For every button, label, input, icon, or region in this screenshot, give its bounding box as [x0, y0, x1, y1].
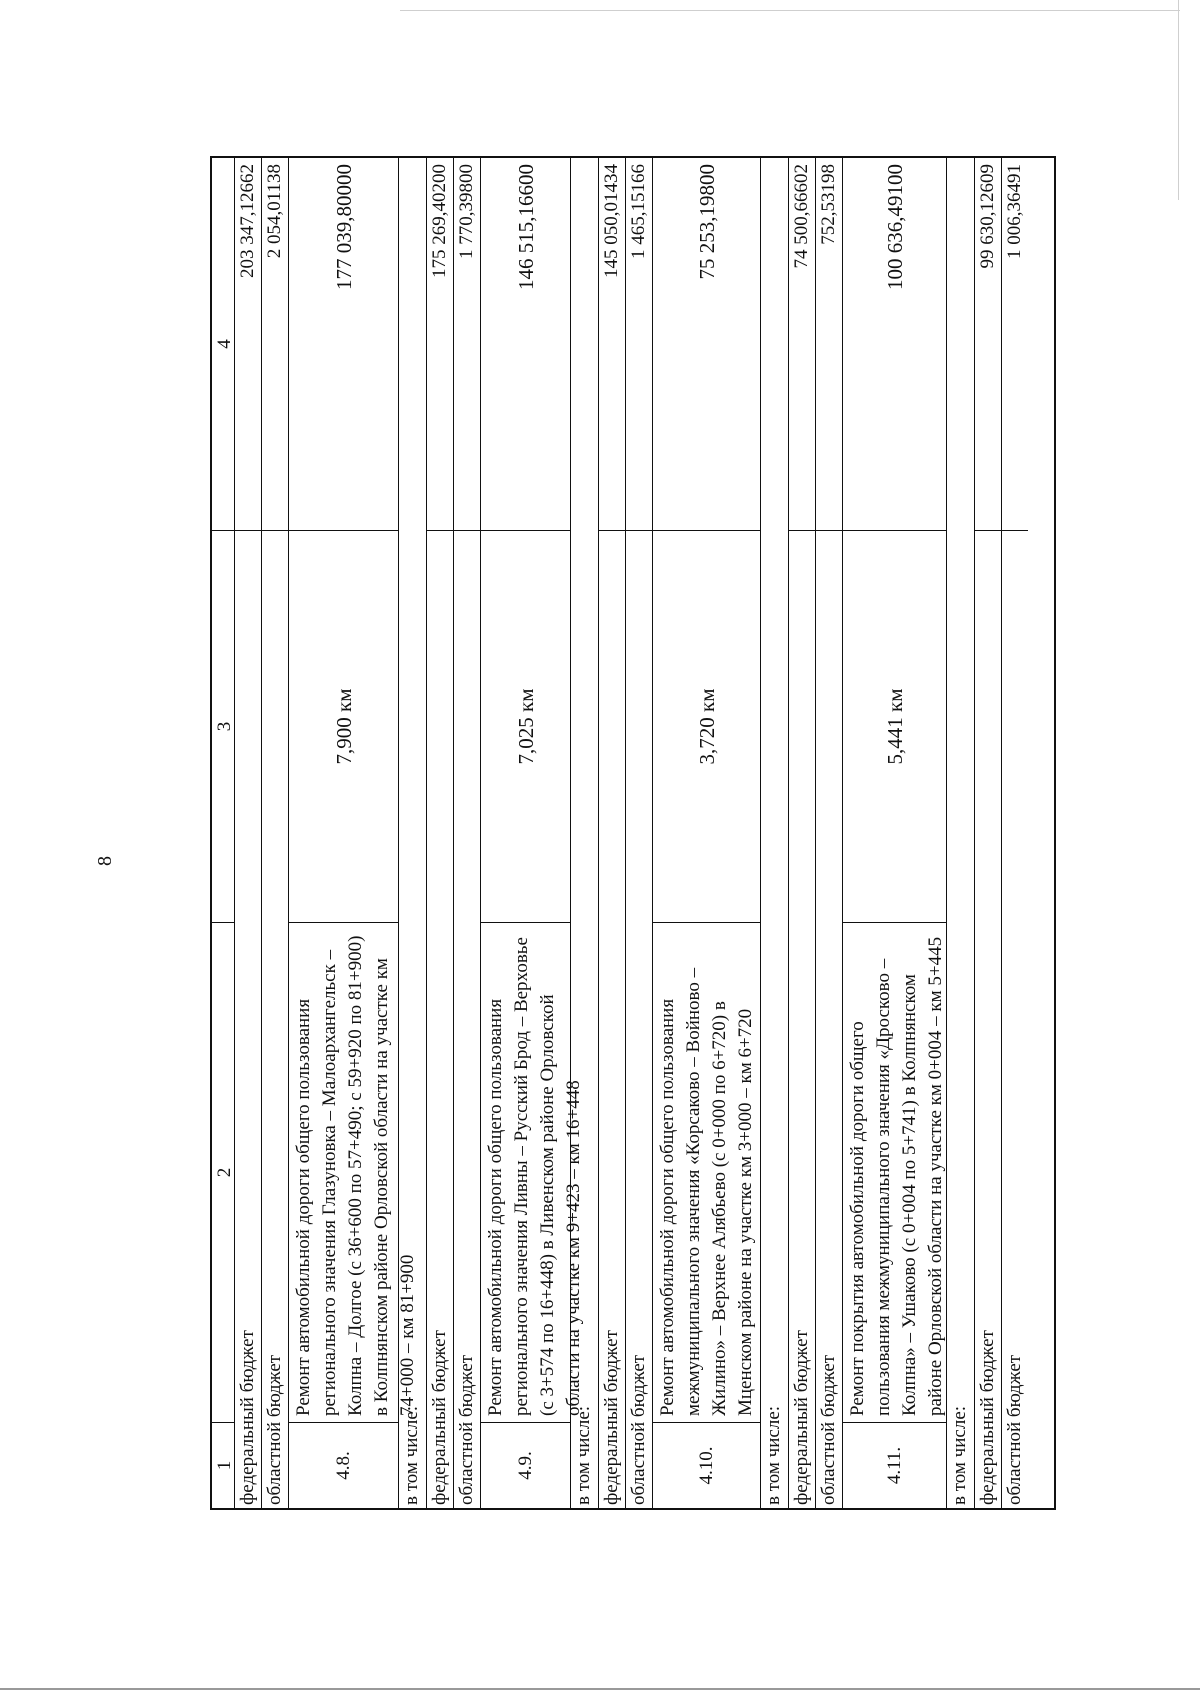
table-row: [234, 158, 261, 1508]
header-col-1: 1: [214, 1460, 235, 1471]
scan-edge-bottom: [0, 1688, 1200, 1690]
regional-value: 1 006,36491: [1002, 158, 1028, 531]
item-number: 4.10.: [695, 1446, 717, 1485]
item-number: 4.11.: [883, 1446, 905, 1485]
item-number: 4.9.: [514, 1451, 536, 1480]
table-row: [625, 158, 652, 1508]
table-row: [398, 158, 426, 1508]
item-total: 100 636,49100: [843, 158, 946, 531]
federal-value: 175 269,40200: [427, 158, 453, 531]
item-description: Ремонт автомобильной дороги общего пользования регионального значения Ливны – Русский Брод – Верховье (с 3+574 по 16+448) в Ливенском районе Орловской области на участке км 9+423 – км 16+448: [481, 923, 570, 1423]
item-length: 3,720 км: [653, 531, 760, 923]
table-row: [261, 158, 288, 1508]
item-length: 7,025 км: [481, 531, 570, 923]
header-col-3: 3: [212, 531, 234, 923]
including-label: в том числе:: [401, 1405, 422, 1505]
regional-label: областной бюджет: [264, 1354, 285, 1505]
including-label: в том числе:: [573, 1405, 594, 1505]
regional-value: 2 054,01138: [262, 158, 288, 531]
table-row: [570, 158, 598, 1508]
table-row: [598, 158, 625, 1508]
item-number: 4.8.: [332, 1451, 354, 1480]
regional-value: 752,53198: [816, 158, 842, 531]
federal-value: 145 050,01434: [599, 158, 625, 531]
table-row: [974, 158, 1001, 1508]
federal-value: 74 500,66602: [789, 158, 815, 531]
table-header-row: [212, 158, 234, 1508]
table-row: [1001, 158, 1028, 1508]
table-row: [652, 158, 760, 1508]
regional-label: областной бюджет: [1004, 1354, 1025, 1505]
table-row: [760, 158, 788, 1508]
table-row: [426, 158, 453, 1508]
federal-label: федеральный бюджет: [791, 1330, 812, 1505]
table-row: [842, 158, 946, 1508]
including-label: в том числе:: [949, 1405, 970, 1505]
federal-label: федеральный бюджет: [601, 1330, 622, 1505]
federal-value: 99 630,12609: [975, 158, 1001, 531]
item-total: 146 515,16600: [481, 158, 570, 531]
including-label: в том числе:: [763, 1405, 784, 1505]
scan-edge-right: [1178, 0, 1179, 200]
regional-value: 1 465,15166: [626, 158, 652, 531]
table-row: [788, 158, 815, 1508]
federal-label: федеральный бюджет: [977, 1330, 998, 1505]
header-col-4: 4: [212, 158, 234, 531]
federal-label: федеральный бюджет: [237, 1330, 258, 1505]
page-number: 8: [94, 856, 116, 866]
budget-table: [210, 156, 1056, 1510]
regional-label: областной бюджет: [818, 1354, 839, 1505]
item-total: 75 253,19800: [653, 158, 760, 531]
header-col-2: 2: [212, 923, 234, 1423]
regional-label: областной бюджет: [456, 1354, 477, 1505]
item-length: 5,441 км: [843, 531, 946, 923]
table-row: [815, 158, 842, 1508]
scan-edge-top: [400, 10, 1180, 11]
regional-label: областной бюджет: [628, 1354, 649, 1505]
table-row: [453, 158, 480, 1508]
item-description: Ремонт автомобильной дороги общего пользования регионального значения Глазуновка – Малоархангельск – Колпна – Долгое (с 36+600 по 57+490; с 59+920 по 81+900) в Колпнянском районе Орловской области на участке км 74+000 – км 81+900: [289, 923, 398, 1423]
item-total: 177 039,80000: [289, 158, 398, 531]
item-length: 7,900 км: [289, 531, 398, 923]
item-description: Ремонт покрытия автомобильной дороги общего пользования межмуниципального значения «Дросково – Колпна» – Ушаково (с 0+004 по 5+741) в Колпнянском районе Орловской области на участке км 0+004 – км 5+445: [843, 923, 946, 1423]
federal-label: федеральный бюджет: [429, 1330, 450, 1505]
regional-value: 1 770,39800: [454, 158, 480, 531]
table-row: [946, 158, 974, 1508]
federal-value: 203 347,12662: [235, 158, 261, 531]
item-description: Ремонт автомобильной дороги общего пользования межмуниципального значения «Корсаково – Войново – Жилино» – Верхнее Алябьево (с 0+000 по 6+720) в Мценском районе на участке км 3+000 – км 6+720: [653, 923, 760, 1423]
